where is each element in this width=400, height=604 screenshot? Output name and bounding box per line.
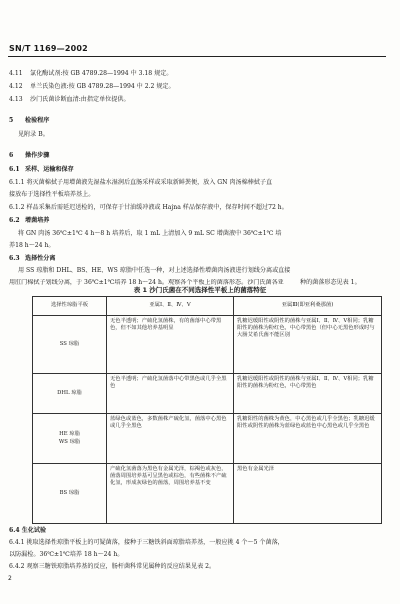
table-cell: 产硫化氢菌落为黑色有金属光泽，棕褐色或灰色，菌落周围培养基可呈黑色或棕色，有些菌株不产硫化氢，形成灰绿色的菌落，周围培养基不变 (107, 464, 234, 524)
table-cell: HE 琼脂 WS 琼脂 (33, 414, 107, 464)
table-cell: 无色半透明；产硫化氢菌株，有的菌落中心带黑色，但不如其他培养基明显 (107, 316, 234, 374)
para-6-3-line1: 用 SS 琼脂和 DHL、BS、HE、WS 琼脂中任选一种，对上述选择性增菌肉汤液进行划线分离或直接 (18, 267, 291, 274)
para-6-3-line3: 种的菌落形态见表 1。 (300, 279, 361, 286)
table-cell: 黑色有金属光泽 (234, 464, 382, 524)
para-6-4-1-line1: 6.4.1 挑取选择性琼脂平板上的可疑菌落，接种于三糖铁斜面琼脂培养基，一般应挑 4 个～5 个菌落， (9, 539, 284, 546)
table-row (33, 414, 382, 464)
section-6-1-heading: 6.1 采样、运输和保存 (9, 166, 74, 173)
section-5-heading: 5 检验程序 (9, 117, 50, 124)
para-6-3-line2: 用肛门棉拭子划线分离，于 36℃±1℃培养 18 h～24 h。观察各个平板上的菌落形态。沙门氏菌各亚 (9, 279, 284, 286)
table-header-cell: 亚属Ⅲ(即亚利桑那菌) (234, 297, 382, 316)
clause-4-13: 4.13 沙门氏菌诊断血清:由指定单位提供。 (9, 96, 130, 103)
table-cell: 乳糖迟缓阳性或阴性的菌株与亚属Ⅰ、Ⅱ、Ⅳ、Ⅴ相同；乳糖阳性的菌株为粉红色，中心带黑色（但中心无黑色形成时与大肠艾希氏菌不能区别 (234, 316, 382, 374)
para-6-1-2: 6.1.2 样品采集后需延迟送检的，可保存于甘油缓冲液或 Hajna 样品保存液中，保存时间不超过72 h。 (9, 204, 288, 211)
para-6-4-2: 6.4.2 观察三糖铁琼脂培养基的反应，肠杆菌科常见属种的反应结果见表 2。 (9, 563, 216, 570)
section-6-heading: 6 操作步骤 (9, 152, 50, 159)
section-5-text: 见附录 B。 (18, 131, 49, 138)
table-cell: 蓝绿色或蓝色，多数菌株产硫化氢，菌落中心黑色或几乎全黑色 (107, 414, 234, 464)
header-rule (8, 56, 386, 57)
table-cell: 乳糖阳性的菌株为黄色，中心黑色或几乎全黑色；乳糖迟缓阳性或阴性的菌株为蓝绿色或蓝色中心黑色或几乎全黑色 (234, 414, 382, 464)
table-header-row (33, 297, 382, 316)
page-number: 2 (8, 575, 12, 582)
table-cell: 无色半透明；产硫化氢菌落中心带黑色或几乎全黑色 (107, 374, 234, 414)
table-row (33, 464, 382, 524)
clause-4-11: 4.11 氯化酶试剂:按 GB 4789.28—1994 中 3.18 规定。 (9, 70, 173, 77)
clause-4-12: 4.12 单兰氏染色液:按 GB 4789.28—1994 中 2.2 规定。 (9, 83, 175, 90)
para-6-1-1-line2: 接放布于选择性平板培养基上。 (9, 191, 95, 198)
table-cell: SS 琼脂 (33, 316, 107, 374)
table-cell: 乳糖迟缓阳性或阴性的菌株与亚属Ⅰ、Ⅱ、Ⅳ、Ⅴ相同；乳糖阳性的菌株为粉红色，中心带黑色 (234, 374, 382, 414)
table-cell: DHL 琼脂 (33, 374, 107, 414)
para-6-2-line2: 养18 h～24 h。 (9, 242, 55, 249)
para-6-2-line1: 将 GN 肉汤 36℃±1℃ 4 h～8 h 培养后，取 1 mL 上清加入 9 mL SC 增菌液中 36℃±1℃ 培 (18, 230, 282, 237)
table-header-cell: 选择性琼脂平板 (33, 297, 107, 316)
section-6-2-heading: 6.2 增菌培养 (9, 217, 50, 224)
table-row (33, 374, 382, 414)
para-6-4-1-line2: 以防漏检。36℃±1℃培养 18 h～24 h。 (9, 551, 124, 558)
table-header-cell: 亚属Ⅰ、Ⅱ、Ⅳ、Ⅴ (107, 297, 234, 316)
colony-table (32, 296, 382, 524)
table-cell: BS 琼脂 (33, 464, 107, 524)
table-caption: 表 1 沙门氏菌在不同选择性平板上的菌落特征 (133, 286, 267, 294)
table-row (33, 316, 382, 374)
section-6-4-heading: 6.4 生化试验 (9, 527, 47, 534)
para-6-1-1-line1: 6.1.1 将灭菌棉拭子用增菌液先湿盐水湿润后直肠采样或采取新鲜粪便，放入 GN 肉汤棉棒拭子直 (9, 179, 273, 186)
section-6-3-heading: 6.3 选择性分离 (9, 255, 56, 262)
page-header: SN/T 1169—2002 (9, 44, 88, 53)
